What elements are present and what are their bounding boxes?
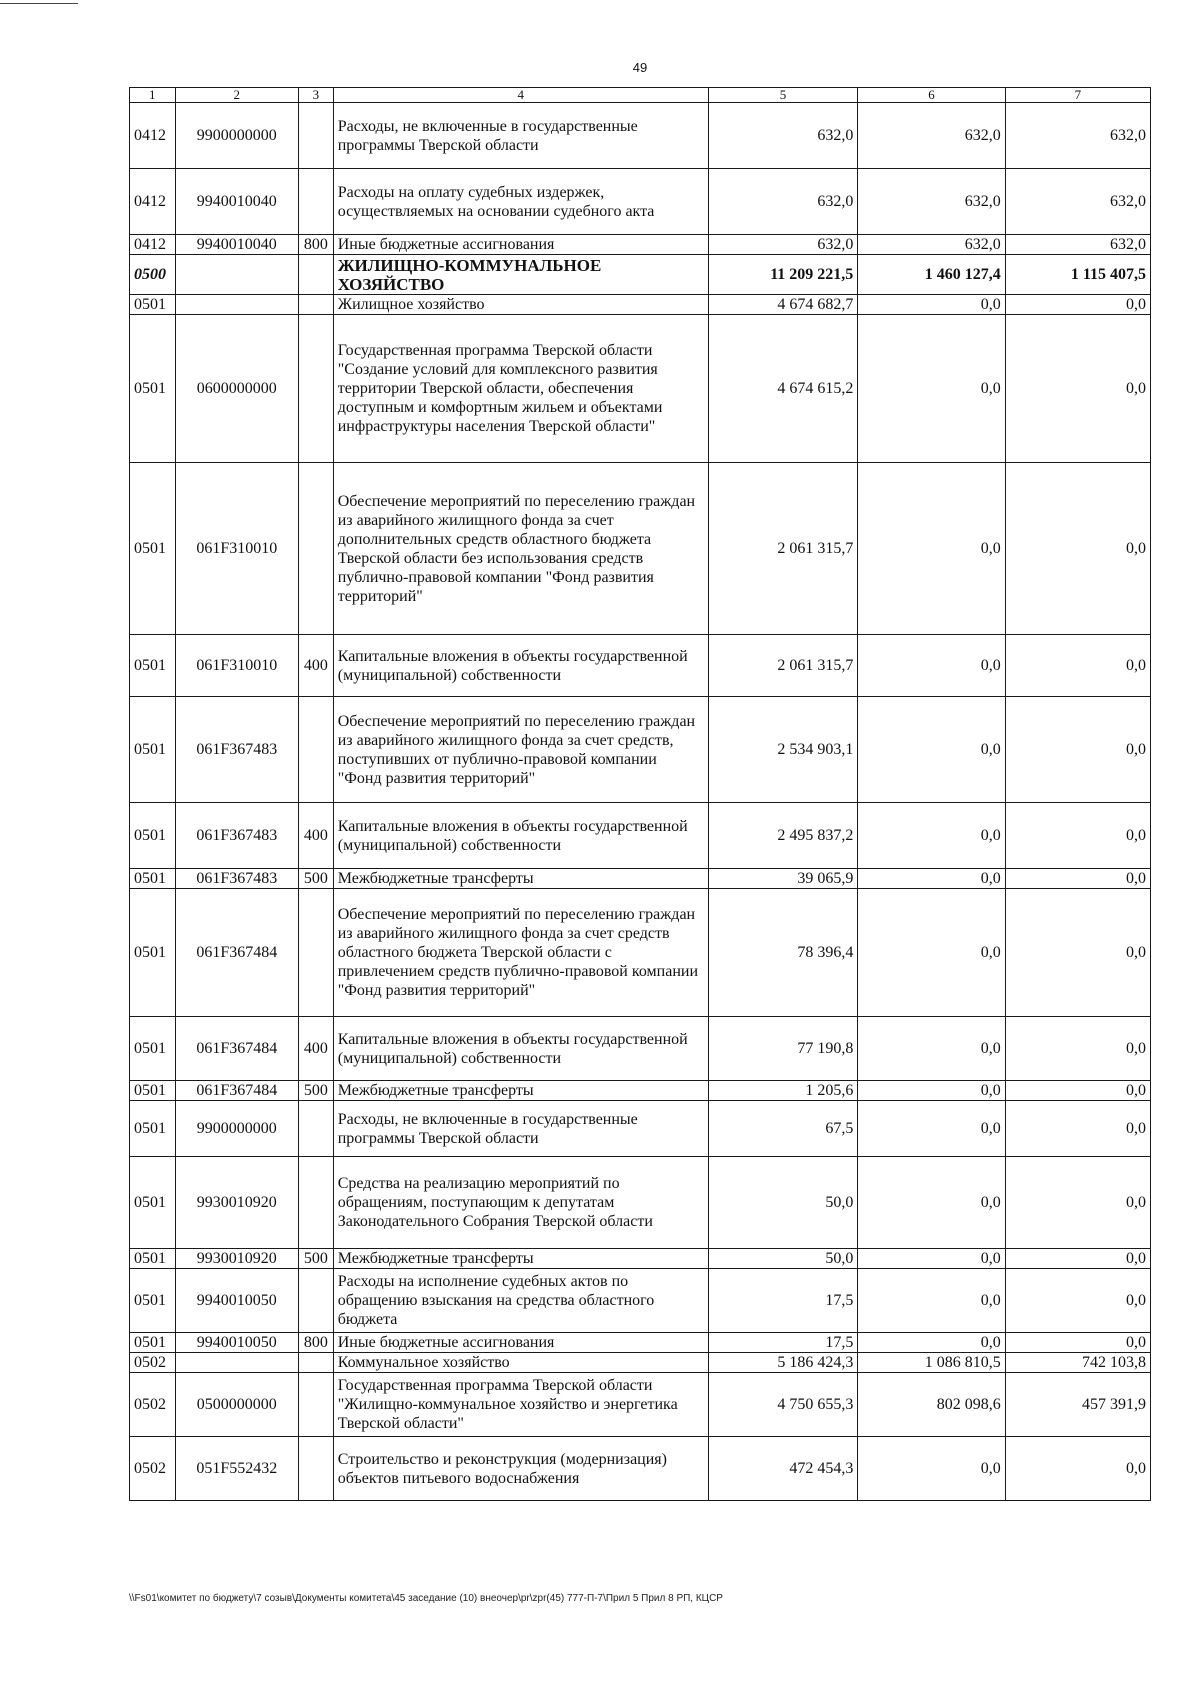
table-row xyxy=(130,169,1151,235)
target-code-cell: 9940010050 xyxy=(175,1269,299,1333)
section-code-cell: 0501 xyxy=(130,463,176,635)
section-code-cell: 0501 xyxy=(130,635,176,697)
amount-col7-cell: 0,0 xyxy=(1005,1081,1150,1101)
column-number-row xyxy=(130,88,1151,103)
expense-type-cell xyxy=(299,255,334,295)
table-row xyxy=(130,463,1151,635)
amount-col7-cell: 1 115 407,5 xyxy=(1005,255,1150,295)
table-row xyxy=(130,1333,1151,1353)
section-code-cell: 0502 xyxy=(130,1437,176,1501)
amount-col5-cell: 77 190,8 xyxy=(708,1017,858,1081)
amount-col6-cell: 0,0 xyxy=(858,803,1005,869)
section-code-cell: 0500 xyxy=(130,255,176,295)
amount-col6-cell: 0,0 xyxy=(858,1081,1005,1101)
amount-col7-cell: 0,0 xyxy=(1005,1157,1150,1249)
amount-col7-cell: 0,0 xyxy=(1005,315,1150,463)
target-code-cell: 061F367483 xyxy=(175,869,299,889)
section-code-cell: 0502 xyxy=(130,1353,176,1373)
amount-col5-cell: 4 674 682,7 xyxy=(708,295,858,315)
expense-type-cell: 800 xyxy=(299,235,334,255)
section-code-cell: 0501 xyxy=(130,295,176,315)
target-code-cell: 061F367483 xyxy=(175,697,299,803)
amount-col5-cell: 2 061 315,7 xyxy=(708,635,858,697)
amount-col5-cell: 67,5 xyxy=(708,1101,858,1157)
expense-type-cell xyxy=(299,1101,334,1157)
section-code-cell: 0501 xyxy=(130,1101,176,1157)
target-code-cell: 061F310010 xyxy=(175,463,299,635)
table-row xyxy=(130,1373,1151,1437)
table-row xyxy=(130,295,1151,315)
amount-col7-cell: 0,0 xyxy=(1005,635,1150,697)
expense-type-cell xyxy=(299,1353,334,1373)
amount-col6-cell: 0,0 xyxy=(858,889,1005,1017)
amount-col7-cell: 0,0 xyxy=(1005,1333,1150,1353)
target-code-cell: 051F552432 xyxy=(175,1437,299,1501)
amount-col7-cell: 632,0 xyxy=(1005,169,1150,235)
amount-col5-cell: 472 454,3 xyxy=(708,1437,858,1501)
item-name-cell: Капитальные вложения в объекты государственной (муниципальной) собственности xyxy=(333,1017,708,1081)
amount-col6-cell: 0,0 xyxy=(858,697,1005,803)
item-name-cell: Государственная программа Тверской области "Жилищно-коммунальное хозяйство и энергетика Тверской области" xyxy=(333,1373,708,1437)
amount-col7-cell: 0,0 xyxy=(1005,1437,1150,1501)
amount-col7-cell: 0,0 xyxy=(1005,803,1150,869)
table-row xyxy=(130,869,1151,889)
item-name-cell: Расходы, не включенные в государственные программы Тверской области xyxy=(333,103,708,169)
amount-col6-cell: 0,0 xyxy=(858,1017,1005,1081)
amount-col7-cell: 0,0 xyxy=(1005,463,1150,635)
item-name-cell: Жилищное хозяйство xyxy=(333,295,708,315)
amount-col6-cell: 0,0 xyxy=(858,869,1005,889)
item-name-cell: Расходы, не включенные в государственные программы Тверской области xyxy=(333,1101,708,1157)
amount-col5-cell: 17,5 xyxy=(708,1333,858,1353)
section-code-cell: 0412 xyxy=(130,103,176,169)
section-code-cell: 0412 xyxy=(130,169,176,235)
target-code-cell xyxy=(175,255,299,295)
expense-type-cell xyxy=(299,889,334,1017)
table-row xyxy=(130,1157,1151,1249)
section-code-cell: 0501 xyxy=(130,697,176,803)
section-code-cell: 0412 xyxy=(130,235,176,255)
amount-col7-cell: 0,0 xyxy=(1005,295,1150,315)
amount-col5-cell: 78 396,4 xyxy=(708,889,858,1017)
target-code-cell: 9900000000 xyxy=(175,103,299,169)
table-row xyxy=(130,1017,1151,1081)
column-header: 4 xyxy=(333,88,708,103)
section-code-cell: 0501 xyxy=(130,1249,176,1269)
item-name-cell: Обеспечение мероприятий по переселению граждан из аварийного жилищного фонда за счет средств, поступивших от публично-правовой компании "Фонд развития территорий" xyxy=(333,697,708,803)
item-name-cell: Строительство и реконструкция (модернизация) объектов питьевого водоснабжения xyxy=(333,1437,708,1501)
item-name-cell: Обеспечение мероприятий по переселению граждан из аварийного жилищного фонда за счет средств областного бюджета Тверской области с привлечением средств публично-правовой компании "Фонд развития территорий" xyxy=(333,889,708,1017)
table-body xyxy=(130,103,1151,1501)
column-header: 7 xyxy=(1005,88,1150,103)
column-header: 2 xyxy=(175,88,299,103)
table-row xyxy=(130,1249,1151,1269)
expense-type-cell xyxy=(299,295,334,315)
item-name-cell: Межбюджетные трансферты xyxy=(333,1249,708,1269)
expense-type-cell: 400 xyxy=(299,803,334,869)
amount-col6-cell: 0,0 xyxy=(858,1101,1005,1157)
item-name-cell: Обеспечение мероприятий по переселению граждан из аварийного жилищного фонда за счет дополнительных средств областного бюджета Тверской области без использования средств публично-правовой компании "Фонд развития территорий" xyxy=(333,463,708,635)
amount-col5-cell: 1 205,6 xyxy=(708,1081,858,1101)
amount-col5-cell: 11 209 221,5 xyxy=(708,255,858,295)
amount-col5-cell: 39 065,9 xyxy=(708,869,858,889)
item-name-cell: Иные бюджетные ассигнования xyxy=(333,1333,708,1353)
expense-type-cell xyxy=(299,1269,334,1333)
target-code-cell: 9940010040 xyxy=(175,235,299,255)
expense-type-cell xyxy=(299,1437,334,1501)
item-name-cell: Средства на реализацию мероприятий по обращениям, поступающим к депутатам Законодательного Собрания Тверской области xyxy=(333,1157,708,1249)
section-code-cell: 0501 xyxy=(130,1333,176,1353)
target-code-cell xyxy=(175,295,299,315)
section-code-cell: 0501 xyxy=(130,1081,176,1101)
amount-col5-cell: 5 186 424,3 xyxy=(708,1353,858,1373)
target-code-cell: 061F367484 xyxy=(175,1017,299,1081)
target-code-cell: 9940010040 xyxy=(175,169,299,235)
item-name-cell: Государственная программа Тверской области "Создание условий для комплексного развития территории Тверской области, обеспечения доступным и комфортным жильем и объектами инфраструктуры населения Тверской области" xyxy=(333,315,708,463)
amount-col6-cell: 0,0 xyxy=(858,315,1005,463)
section-code-cell: 0501 xyxy=(130,1017,176,1081)
table-row xyxy=(130,1437,1151,1501)
amount-col5-cell: 2 495 837,2 xyxy=(708,803,858,869)
target-code-cell: 9940010050 xyxy=(175,1333,299,1353)
expense-type-cell: 400 xyxy=(299,1017,334,1081)
amount-col7-cell: 632,0 xyxy=(1005,103,1150,169)
section-code-cell: 0501 xyxy=(130,315,176,463)
section-code-cell: 0501 xyxy=(130,803,176,869)
amount-col7-cell: 0,0 xyxy=(1005,697,1150,803)
target-code-cell: 061F367483 xyxy=(175,803,299,869)
section-code-cell: 0502 xyxy=(130,1373,176,1437)
amount-col7-cell: 0,0 xyxy=(1005,1269,1150,1333)
amount-col6-cell: 0,0 xyxy=(858,295,1005,315)
section-code-cell: 0501 xyxy=(130,889,176,1017)
amount-col6-cell: 0,0 xyxy=(858,1269,1005,1333)
amount-col7-cell: 632,0 xyxy=(1005,235,1150,255)
amount-col7-cell: 0,0 xyxy=(1005,1101,1150,1157)
item-name-cell: ЖИЛИЩНО-КОММУНАЛЬНОЕ ХОЗЯЙСТВО xyxy=(333,255,708,295)
amount-col5-cell: 632,0 xyxy=(708,169,858,235)
target-code-cell: 061F310010 xyxy=(175,635,299,697)
amount-col7-cell: 742 103,8 xyxy=(1005,1353,1150,1373)
column-header: 5 xyxy=(708,88,858,103)
target-code-cell: 9900000000 xyxy=(175,1101,299,1157)
expense-type-cell: 500 xyxy=(299,1249,334,1269)
amount-col6-cell: 0,0 xyxy=(858,635,1005,697)
top-edge-line xyxy=(0,3,78,4)
table-row xyxy=(130,255,1151,295)
expense-type-cell: 500 xyxy=(299,1081,334,1101)
expense-type-cell xyxy=(299,315,334,463)
table-row xyxy=(130,103,1151,169)
amount-col6-cell: 0,0 xyxy=(858,1157,1005,1249)
expense-type-cell: 500 xyxy=(299,869,334,889)
table-row xyxy=(130,235,1151,255)
amount-col7-cell: 0,0 xyxy=(1005,889,1150,1017)
expense-type-cell: 800 xyxy=(299,1333,334,1353)
amount-col6-cell: 1 460 127,4 xyxy=(858,255,1005,295)
item-name-cell: Межбюджетные трансферты xyxy=(333,869,708,889)
target-code-cell: 9930010920 xyxy=(175,1249,299,1269)
section-code-cell: 0501 xyxy=(130,869,176,889)
amount-col6-cell: 632,0 xyxy=(858,169,1005,235)
page-number: 49 xyxy=(632,60,648,75)
target-code-cell: 061F367484 xyxy=(175,889,299,1017)
amount-col7-cell: 457 391,9 xyxy=(1005,1373,1150,1437)
item-name-cell: Капитальные вложения в объекты государственной (муниципальной) собственности xyxy=(333,803,708,869)
column-header: 1 xyxy=(130,88,176,103)
amount-col7-cell: 0,0 xyxy=(1005,1249,1150,1269)
table-row xyxy=(130,1101,1151,1157)
column-header: 6 xyxy=(858,88,1005,103)
section-code-cell: 0501 xyxy=(130,1157,176,1249)
item-name-cell: Капитальные вложения в объекты государственной (муниципальной) собственности xyxy=(333,635,708,697)
amount-col7-cell: 0,0 xyxy=(1005,1017,1150,1081)
table-row xyxy=(130,1081,1151,1101)
target-code-cell: 0500000000 xyxy=(175,1373,299,1437)
section-code-cell: 0501 xyxy=(130,1269,176,1333)
amount-col6-cell: 802 098,6 xyxy=(858,1373,1005,1437)
table-row xyxy=(130,697,1151,803)
expense-type-cell xyxy=(299,697,334,803)
expense-type-cell xyxy=(299,169,334,235)
amount-col6-cell: 0,0 xyxy=(858,1437,1005,1501)
amount-col6-cell: 0,0 xyxy=(858,1333,1005,1353)
item-name-cell: Расходы на оплату судебных издержек, осуществляемых на основании судебного акта xyxy=(333,169,708,235)
target-code-cell: 9930010920 xyxy=(175,1157,299,1249)
amount-col5-cell: 632,0 xyxy=(708,103,858,169)
expense-type-cell xyxy=(299,103,334,169)
table-row xyxy=(130,1269,1151,1333)
amount-col5-cell: 2 534 903,1 xyxy=(708,697,858,803)
amount-col5-cell: 50,0 xyxy=(708,1249,858,1269)
amount-col5-cell: 632,0 xyxy=(708,235,858,255)
amount-col5-cell: 4 750 655,3 xyxy=(708,1373,858,1437)
amount-col6-cell: 632,0 xyxy=(858,103,1005,169)
column-header: 3 xyxy=(299,88,334,103)
expense-type-cell xyxy=(299,1373,334,1437)
table-row xyxy=(130,635,1151,697)
item-name-cell: Иные бюджетные ассигнования xyxy=(333,235,708,255)
table-row xyxy=(130,1353,1151,1373)
target-code-cell xyxy=(175,1353,299,1373)
amount-col6-cell: 0,0 xyxy=(858,1249,1005,1269)
amount-col5-cell: 4 674 615,2 xyxy=(708,315,858,463)
item-name-cell: Расходы на исполнение судебных актов по обращению взыскания на средства областного бюджета xyxy=(333,1269,708,1333)
expense-type-cell: 400 xyxy=(299,635,334,697)
amount-col6-cell: 0,0 xyxy=(858,463,1005,635)
amount-col5-cell: 50,0 xyxy=(708,1157,858,1249)
table-row xyxy=(130,315,1151,463)
table-row xyxy=(130,889,1151,1017)
item-name-cell: Межбюджетные трансферты xyxy=(333,1081,708,1101)
amount-col7-cell: 0,0 xyxy=(1005,869,1150,889)
item-name-cell: Коммунальное хозяйство xyxy=(333,1353,708,1373)
amount-col6-cell: 1 086 810,5 xyxy=(858,1353,1005,1373)
target-code-cell: 0600000000 xyxy=(175,315,299,463)
target-code-cell: 061F367484 xyxy=(175,1081,299,1101)
expense-type-cell xyxy=(299,463,334,635)
amount-col5-cell: 17,5 xyxy=(708,1269,858,1333)
amount-col5-cell: 2 061 315,7 xyxy=(708,463,858,635)
amount-col6-cell: 632,0 xyxy=(858,235,1005,255)
expense-type-cell xyxy=(299,1157,334,1249)
footer-file-path: \\Fs01\комитет по бюджету\7 созыв\Документы комитета\45 заседание (10) внеочер\pr\zpr(45) 777-П-7\Прил 5 Прил 8 РП, КЦСР xyxy=(129,1593,723,1604)
budget-table xyxy=(129,87,1151,1501)
table-row xyxy=(130,803,1151,869)
